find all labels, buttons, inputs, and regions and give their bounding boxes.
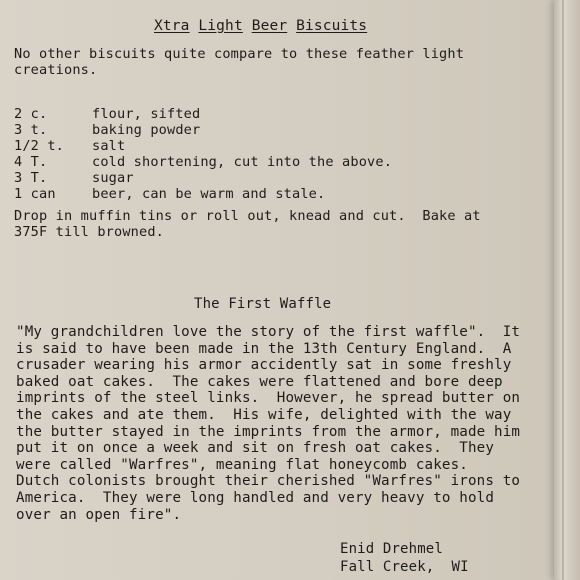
recipe-title (154, 18, 367, 34)
author-signature (340, 540, 469, 576)
ingredient-row (14, 186, 392, 202)
ingredient-quantity: 3 t. (14, 122, 48, 138)
page-stack-edge (554, 0, 580, 580)
recipe-title-word: Light (198, 18, 243, 34)
recipe-title-word: Biscuits (296, 18, 368, 34)
ingredient-name: salt (92, 138, 126, 154)
ingredient-name: sugar (92, 170, 134, 186)
ingredient-row (14, 106, 392, 122)
ingredient-list (14, 106, 392, 202)
article-body: "My grandchildren love the story of the first waffle". It is said to have been made in the 13th Century England. A crusader wearing his armor accidently sat in some freshly baked oat cakes. The cakes were flattened and bore deep imprints of the steel links. However, he spread butter on the cakes and ate them. His wife, delighted with the way the butter stayed in the imprints from the armor, made him put it on once a week and sit on fresh oat cakes. They were called "Warfres", meaning flat honeycomb cakes. Dutch colonists brought their cherished "Warfres" irons to America. They were long handled and very heavy to hold over an open fire". (16, 324, 521, 523)
ingredient-quantity: 3 T. (14, 170, 48, 186)
ingredient-row (14, 138, 392, 154)
article-title: The First Waffle (194, 296, 332, 312)
ingredient-name: cold shortening, cut into the above. (92, 154, 393, 170)
author-name: Enid Drehmel (340, 541, 443, 557)
ingredient-quantity: 2 c. (14, 106, 48, 122)
ingredient-name: flour, sifted (92, 106, 201, 122)
ingredient-name: baking powder (92, 122, 201, 138)
ingredient-quantity: 1 can (14, 186, 56, 202)
ingredient-quantity: 1/2 t. (14, 138, 65, 154)
author-location: Fall Creek, WI (340, 559, 469, 575)
recipe-directions: Drop in muffin tins or roll out, knead and cut. Bake at 375F till browned. (14, 208, 481, 240)
ingredient-row (14, 122, 392, 138)
ingredient-name: beer, can be warm and stale. (92, 186, 326, 202)
ingredient-quantity: 4 T. (14, 154, 48, 170)
ingredient-row (14, 154, 392, 170)
recipe-intro: No other biscuits quite compare to these feather light creations. (14, 46, 465, 78)
recipe-title-word: Xtra (154, 18, 190, 34)
ingredient-row (14, 170, 392, 186)
recipe-title-word: Beer (251, 18, 288, 34)
